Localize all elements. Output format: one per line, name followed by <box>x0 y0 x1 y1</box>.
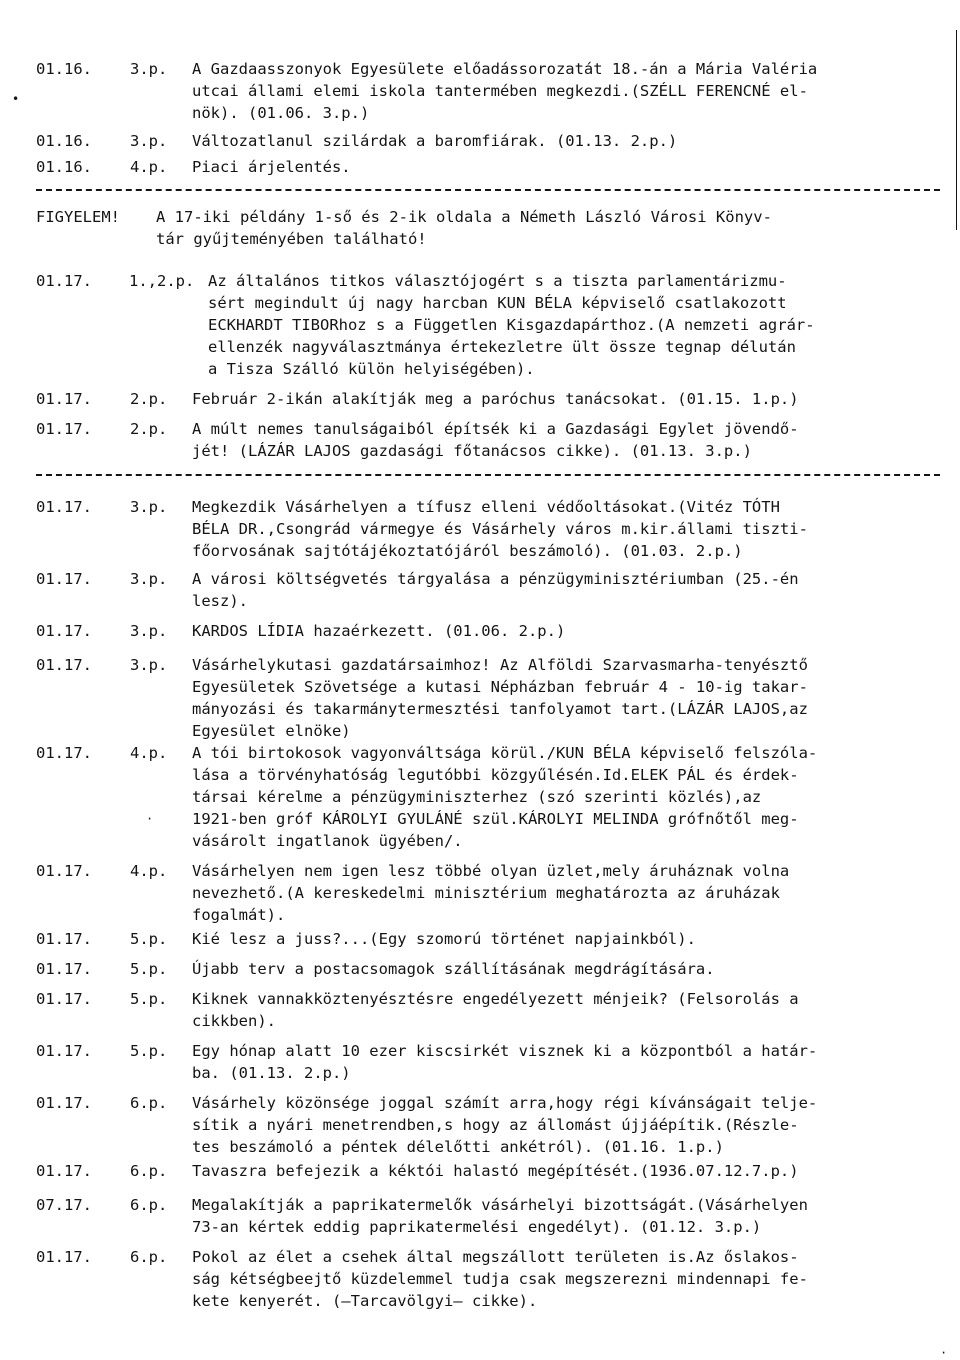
entry-date: 01.17. <box>36 960 92 978</box>
entry-date: 01.17. <box>36 570 92 588</box>
stray-dot: · <box>940 1346 948 1360</box>
entry <box>36 928 926 950</box>
entry <box>36 130 926 152</box>
entry <box>36 270 926 380</box>
entry-date: 01.17. <box>36 498 92 516</box>
entry <box>36 654 926 742</box>
entry-page: 3.p. <box>130 498 168 516</box>
entry-date: 01.17. <box>36 622 92 640</box>
entry <box>36 1092 926 1158</box>
entry <box>36 742 926 852</box>
entry-text: A Gazdaasszonyok Egyesülete előadássorozatát 18.-án a Mária Valéria utcai állami elemi iskola tantermében megkezdi.(SZÉLL FERENCNÉ el- nök). (01.06. 3.p.) <box>192 60 818 122</box>
entry-page: 6.p. <box>130 1094 168 1112</box>
entry-date: 01.16. <box>36 60 92 78</box>
entry-text: Az általános titkos választójogért s a tiszta parlamentárizmu- sért megindult új nagy harcban KUN BÉLA képviselő csatlakozott ECKHARDT TIBORhoz s a Független Kisgazdapárthoz.(A nemzeti agrár- ellenzék nagyválasztmánya értekezletre ült össze tegnap délután a Tisza Szálló külön helyiségében). <box>208 272 815 378</box>
entry <box>36 418 926 462</box>
entry-page: 3.p. <box>130 570 168 588</box>
entry-date: 01.17. <box>36 862 92 880</box>
entry-date: 01.17. <box>36 990 92 1008</box>
entry <box>36 860 926 926</box>
entry <box>36 156 926 178</box>
entry-text: A múlt nemes tanulságaiból építsék ki a Gazdasági Egylet jövendő- jét! (LÁZÁR LAJOS gazdasági főtanácsos cikke). (01.13. 3.p.) <box>192 420 799 460</box>
stray-dot: · <box>146 812 154 826</box>
entry-text: Tavaszra befejezik a kéktói halastó megépítését.(1936.07.12.7.p.) <box>192 1162 799 1180</box>
entry-page: 4.p. <box>130 744 168 762</box>
entry-page: 5.p. <box>130 990 168 1008</box>
entry-page: 5.p. <box>130 960 168 978</box>
entry-date: 01.17. <box>36 930 92 948</box>
entry-page: 2.p. <box>130 420 168 438</box>
dashed-divider <box>36 474 940 476</box>
entry-text: Egy hónap alatt 10 ezer kiscsirkét visznek ki a központból a határ- ba. (01.13. 2.p.) <box>192 1042 818 1082</box>
entry-text: Vásárhelyen nem igen lesz többé olyan üzlet,mely áruháznak volna nevezhető.(A kereskedelmi minisztérium meghatározta az áruházak fogalmát). <box>192 862 790 924</box>
entry-page: 5.p. <box>130 930 168 948</box>
entry-text: A városi költségvetés tárgyalása a pénzügyminisztériumban (25.-én lesz). <box>192 570 799 610</box>
entry-page: 5.p. <box>130 1042 168 1060</box>
entry <box>36 496 926 562</box>
entry-text: Megkezdik Vásárhelyen a tífusz elleni védőoltásokat.(Vitéz TÓTH BÉLA DR.,Csongrád vármegye és Vásárhely város m.kir.állami tiszti- főorvosának sajtótájékoztatójáról beszámoló). (01.03. 2.p.) <box>192 498 808 560</box>
notice <box>36 206 926 250</box>
entry-date: 01.17. <box>36 420 92 438</box>
entry-page: 3.p. <box>130 622 168 640</box>
entry-text: Vásárhelykutasi gazdatársaimhoz! Az Alföldi Szarvasmarha-tenyésztő Egyesületek Szövetsége a kutasi Népházban február 4 - 10-ig takar- mányozási és takarmánytermesztési tanfolyamot tart.(LÁZÁR LAJOS,az Egyesület elnöke) <box>192 656 808 740</box>
stray-dot: • <box>12 92 20 106</box>
entry <box>36 568 926 612</box>
scan-edge-line <box>956 30 957 230</box>
entry <box>36 988 926 1032</box>
entry-text: Pokol az élet a csehek által megszállott területen is.Az őslakos- ság kétségbeejtő küzdelemmel tudja csak megszerezni mindennapi fe- kete kenyerét. (—Tarcavölgyi— cikke). <box>192 1248 808 1310</box>
entry-date: 01.17. <box>36 1094 92 1112</box>
entry-text: Megalakítják a paprikatermelők vásárhelyi bizottságát.(Vásárhelyen 73-an kértek eddig paprikatermelési engedélyt). (01.12. 3.p.) <box>192 1196 808 1236</box>
notice-label: FIGYELEM! <box>36 208 120 226</box>
entry <box>36 1194 926 1238</box>
entry-text: Kiknek vannakköztenyésztésre engedélyezett ménjeik? (Felsorolás a cikkben). <box>192 990 799 1030</box>
entry-page: 2.p. <box>130 390 168 408</box>
entry-text: Piaci árjelentés. <box>192 158 351 176</box>
entry-text: Változatlanul szilárdak a baromfiárak. (01.13. 2.p.) <box>192 132 678 150</box>
entry-page: 3.p. <box>130 60 168 78</box>
entry-text: Kié lesz a juss?...(Egy szomorú történet napjainkból). <box>192 930 696 948</box>
entry-page: 6.p. <box>130 1162 168 1180</box>
notice-text: A 17-iki példány 1-ső és 2-ik oldala a Németh László Városi Könyv- tár gyűjteményében található! <box>156 208 772 248</box>
entry-date: 01.17. <box>36 1248 92 1266</box>
entry <box>36 958 926 980</box>
entry <box>36 1160 926 1182</box>
entry-date: 01.17. <box>36 656 92 674</box>
entry-page: 4.p. <box>130 158 168 176</box>
entry-page: 3.p. <box>130 132 168 150</box>
entry-date: 01.17. <box>36 1042 92 1060</box>
entry-text: A tói birtokosok vagyonváltsága körül./KUN BÉLA képviselő felszóla- lása a törvényhatóság legutóbbi közgyűlésén.Id.ELEK PÁL és érdek- társai kérelme a pénzügyminiszterhez (szó szerinti közlés),az 1921-ben gróf KÁROLYI GYULÁNÉ szül.KÁROLYI MELINDA grófnőtől meg- vásárolt ingatlanok ügyében/. <box>192 744 818 850</box>
entry-date: 01.17. <box>36 390 92 408</box>
entry-page: 6.p. <box>130 1196 168 1214</box>
dashed-divider <box>36 189 940 191</box>
entry-text: Február 2-ikán alakítják meg a paróchus tanácsokat. (01.15. 1.p.) <box>192 390 799 408</box>
entry-date: 07.17. <box>36 1196 92 1214</box>
entry <box>36 620 926 642</box>
entry-date: 01.17. <box>36 272 92 290</box>
entry <box>36 1246 926 1312</box>
entry-text: Újabb terv a postacsomagok szállításának megdrágítására. <box>192 960 715 978</box>
entry <box>36 1040 926 1084</box>
entry-text: KARDOS LÍDIA hazaérkezett. (01.06. 2.p.) <box>192 622 566 640</box>
entry-text: Vásárhely közönsége joggal számít arra,hogy régi kívánságait telje- sítik a nyári menetrendben,s hogy az állomást újjáépítik.(Részle- tes beszámoló a péntek délelőtti ankétról). (01.16. 1.p.) <box>192 1094 818 1156</box>
entry-date: 01.17. <box>36 1162 92 1180</box>
entry-page: 6.p. <box>130 1248 168 1266</box>
entry-page: 4.p. <box>130 862 168 880</box>
entry-date: 01.16. <box>36 132 92 150</box>
entry <box>36 58 926 124</box>
entry-date: 01.16. <box>36 158 92 176</box>
entry-date: 01.17. <box>36 744 92 762</box>
entry <box>36 388 926 410</box>
entry-page: 3.p. <box>130 656 168 674</box>
entry-page: 1.,2.p. <box>129 272 195 290</box>
